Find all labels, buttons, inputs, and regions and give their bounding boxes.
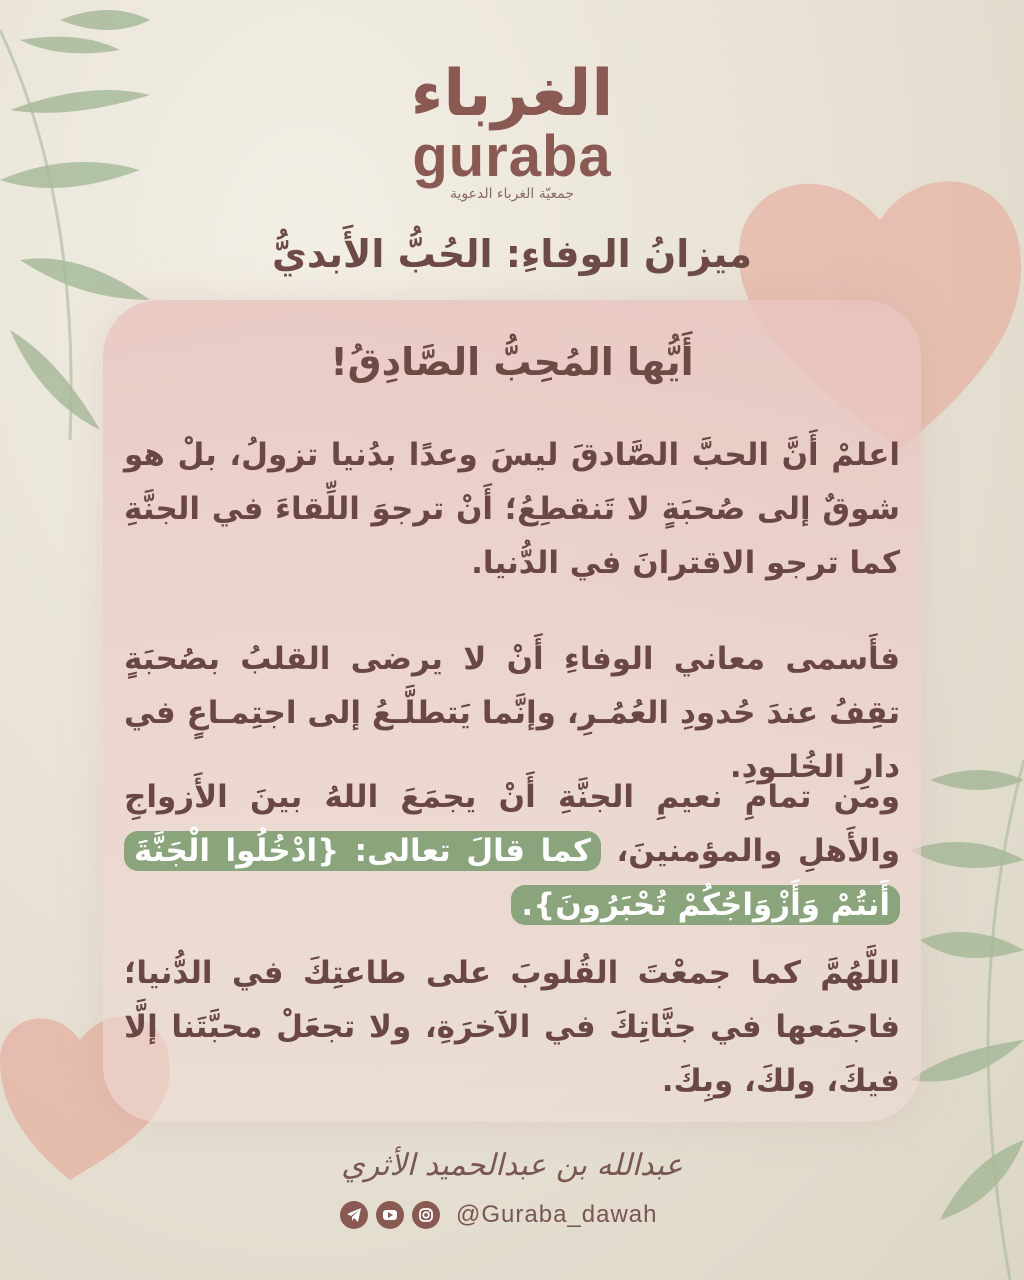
instagram-icon[interactable] [412, 1201, 440, 1229]
telegram-icon[interactable] [340, 1201, 368, 1229]
card-title: أَيُّها المُحِبُّ الصَّادِقُ! [330, 340, 694, 384]
logo-arabic: الغرباء [410, 57, 614, 131]
paragraph-1: اعلمْ أَنَّ الحبَّ الصَّادقَ ليسَ وعدًا بدُنيا تزولُ، بلْ هو شوقٌ إلى صُحبَةٍ لا تَنقطِعُ؛ أَنْ ترجوَ اللِّقاءَ في الجنَّةِ كما ترجو الاقترانَ في الدُّنيا. [124, 437, 900, 581]
paragraph-3 [124, 770, 900, 932]
author-signature: عبدالله بن عبدالحميد الأثري [341, 1148, 683, 1183]
logo-subtitle: جمعيّة الغرباء الدعوية [449, 186, 574, 202]
youtube-icon[interactable] [376, 1201, 404, 1229]
page-title: ميزانُ الوفاءِ: الحُبُّ الأَبديُّ [272, 232, 752, 276]
paragraph-2: فأَسمى معاني الوفاءِ أَنْ لا يرضى القلبُ بصُحبَةٍ تقِفُ عندَ حُدودِ العُمُـرِ، وإنَّما يَتطلَّـعُ إلى اجتِمـاعٍ في دارِ الخُلـودِ. [124, 641, 900, 785]
logo-english: guraba [412, 124, 612, 189]
paragraph-3-lead: ومن تمامِ نعيمِ الجنَّةِ أَنْ يجمَعَ اللهُ بينَ الأَزواجِ والأَهلِ والمؤمنينَ، [124, 779, 900, 869]
social-bar [340, 1200, 657, 1230]
paragraph-4: اللَّهُمَّ كما جمعْتَ القُلوبَ على طاعتِكَ في الدُّنيا؛ فاجمَعها في جنَّاتِكَ في الآخرَةِ، ولا تجعَلْ محبَّتَنا إلَّا فيكَ، ولكَ، وبِكَ. [124, 955, 900, 1099]
quran-verse-highlight: كما قالَ تعالى: {ادْخُلُوا الْجَنَّةَ أَنتُمْ وَأَزْوَاجُكُمْ تُحْبَرُونَ}. [124, 831, 900, 925]
social-handle[interactable]: @Guraba_dawah [456, 1201, 658, 1228]
